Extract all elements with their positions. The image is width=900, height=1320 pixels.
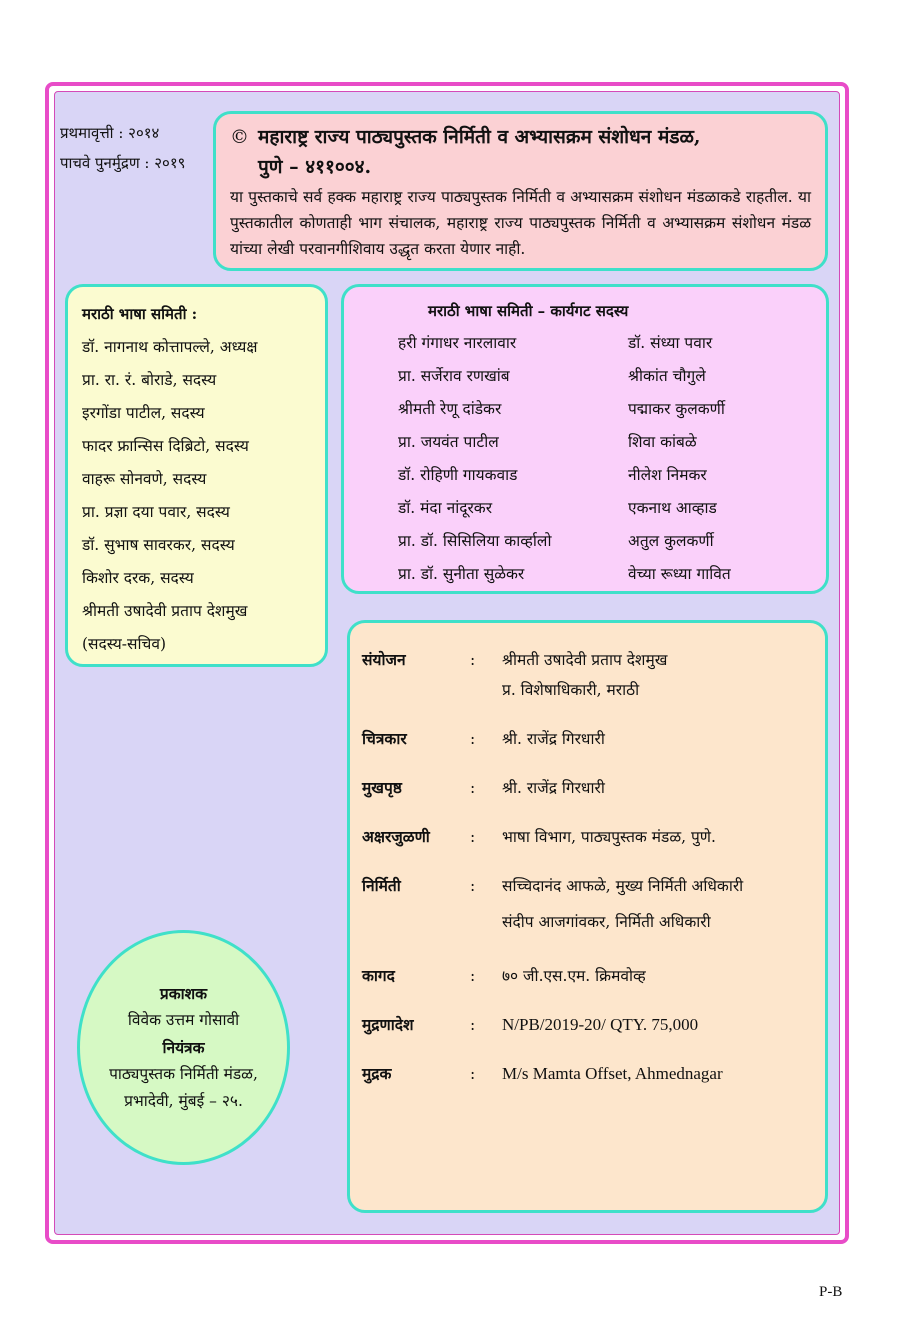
credit-colon: :: [470, 1016, 476, 1034]
credit-colon: :: [470, 967, 476, 985]
publisher-circle: [77, 930, 290, 1165]
karyagat-member: वेच्या रूध्या गावित: [628, 565, 731, 583]
marathi-samiti-title: मराठी भाषा समिती :: [82, 305, 198, 323]
copyright-org-line1: महाराष्ट्र राज्य पाठ्यपुस्तक निर्मिती व अभ्यासक्रम संशोधन मंडळ,: [258, 126, 701, 148]
credit-label: मुद्रक: [362, 1064, 392, 1083]
credit-label: मुद्रणादेश: [362, 1015, 414, 1034]
fifth-reprint: पाचवे पुनर्मुद्रण : २०१९: [60, 154, 186, 172]
samiti-member: प्रा. प्रज्ञा दया पवार, सदस्य: [82, 503, 230, 521]
samiti-member: किशोर दरक, सदस्य: [82, 569, 194, 587]
credit-label: संयोजन: [362, 650, 406, 669]
karyagat-member: एकनाथ आव्हाड: [628, 499, 717, 517]
copyright-org-line2: पुणे – ४११००४.: [258, 156, 372, 178]
credit-value-line: भाषा विभाग, पाठ्यपुस्तक मंडळ, पुणे.: [502, 828, 716, 846]
credit-value: [502, 871, 822, 937]
credits-box: [347, 620, 828, 1213]
credit-value: [502, 822, 822, 852]
page-number: P-B: [819, 1284, 843, 1300]
credit-value: [502, 645, 822, 705]
samiti-member: इरगोंडा पाटील, सदस्य: [82, 404, 205, 422]
credit-colon: :: [470, 877, 476, 895]
credit-row-mudranadesh: [362, 1010, 813, 1040]
credit-value: [502, 724, 822, 754]
credit-value-line: ७० जी.एस.एम. क्रिमवोव्ह: [502, 967, 646, 985]
karyagat-member: डॉ. संध्या पवार: [628, 334, 713, 352]
karyagat-member: श्रीकांत चौगुले: [628, 367, 706, 385]
credit-row-nirmiti: [362, 871, 813, 937]
credit-value-line: N/PB/2019-20/ QTY. 75,000: [502, 1015, 699, 1034]
credit-value: [502, 1010, 822, 1040]
samiti-member: वाहरू सोनवणे, सदस्य: [82, 470, 207, 488]
karyagat-member: प्रा. डॉ. सुनीता सुळेकर: [398, 565, 525, 583]
credit-row-kagad: [362, 961, 813, 991]
karyagat-member: प्रा. जयवंत पाटील: [398, 433, 499, 451]
credit-label: निर्मिती: [362, 876, 401, 895]
credit-colon: :: [470, 1065, 476, 1083]
karyagat-member: श्रीमती रेणू दांडेकर: [398, 400, 502, 418]
karyagat-member: हरी गंगाधर नारलावार: [398, 334, 517, 352]
copyright-notice: या पुस्तकाचे सर्व हक्क महाराष्ट्र राज्य पाठ्यपुस्तक निर्मिती व अभ्यासक्रम संशोधन मंडळाकडे राहतील. या पुस्तकातील कोणताही भाग संचालक, महाराष्ट्र राज्य पाठ्यपुस्तक निर्मिती व अभ्यासक्रम संशोधन मंडळ यांच्या लेखी परवानगीशिवाय उद्धृत करता येणार नाही.: [230, 188, 811, 258]
edition-info: [60, 118, 185, 178]
karyagat-member: शिवा कांबळे: [628, 433, 697, 451]
credit-value-line: श्री. राजेंद्र गिरधारी: [502, 779, 605, 797]
publisher-name: विवेक उत्तम गोसावी: [127, 1011, 240, 1029]
controller-line1: पाठ्यपुस्तक निर्मिती मंडळ,: [109, 1065, 258, 1083]
copyright-symbol: ©: [230, 126, 249, 148]
karyagat-member: अतुल कुलकर्णी: [628, 532, 714, 550]
credit-label: चित्रकार: [362, 729, 407, 748]
credit-value-line: श्री. राजेंद्र गिरधारी: [502, 730, 605, 748]
credit-value: [502, 961, 822, 991]
copyright-heading: [230, 122, 811, 182]
credit-colon: :: [470, 730, 476, 748]
credit-colon: :: [470, 779, 476, 797]
controller-line2: प्रभादेवी, मुंबई – २५.: [124, 1092, 243, 1110]
credit-label: अक्षरजुळणी: [362, 827, 430, 846]
karyagat-member: नीलेश निमकर: [628, 466, 707, 484]
samiti-member: (सदस्य-सचिव): [82, 635, 167, 653]
credit-row-aksharjulani: [362, 822, 813, 852]
credit-row-mudrak: [362, 1059, 813, 1089]
karyagat-box: [341, 284, 829, 594]
copyright-box: [213, 111, 828, 271]
credit-value-line: संदीप आजगांवकर, निर्मिती अधिकारी: [502, 913, 711, 931]
credit-value-line: सच्चिदानंद आफळे, मुख्य निर्मिती अधिकारी: [502, 877, 744, 895]
credit-colon: :: [470, 828, 476, 846]
samiti-member: प्रा. रा. रं. बोराडे, सदस्य: [82, 371, 217, 389]
karyagat-member: डॉ. रोहिणी गायकवाड: [398, 466, 518, 484]
samiti-member: फादर फ्रान्सिस दिब्रिटो, सदस्य: [82, 437, 249, 455]
samiti-member: डॉ. नागनाथ कोत्तापल्ले, अध्यक्ष: [82, 338, 258, 356]
credit-value-line: श्रीमती उषादेवी प्रताप देशमुख: [502, 651, 668, 669]
first-edition: प्रथमावृत्ती : २०१४: [60, 124, 160, 142]
samiti-member: श्रीमती उषादेवी प्रताप देशमुख: [82, 602, 248, 620]
credit-label: मुखपृष्ठ: [362, 778, 402, 797]
karyagat-member: डॉ. मंदा नांदूरकर: [398, 499, 493, 517]
credit-value: [502, 773, 822, 803]
samiti-member: डॉ. सुभाष सावरकर, सदस्य: [82, 536, 235, 554]
publisher-title: प्रकाशक: [159, 984, 208, 1003]
karyagat-title: मराठी भाषा समिती – कार्यगट सदस्य: [428, 302, 629, 320]
credit-value-line: प्र. विशेषाधिकारी, मराठी: [502, 681, 640, 699]
credit-row-sanyojan: [362, 645, 813, 705]
credit-value: [502, 1059, 822, 1089]
karyagat-list: [398, 327, 812, 591]
karyagat-member: प्रा. डॉ. सिसिलिया कार्व्हालो: [398, 532, 552, 550]
karyagat-member: प्रा. सर्जेराव रणखांब: [398, 367, 510, 385]
credit-row-chitrakar: [362, 724, 813, 754]
karyagat-member: पद्माकर कुलकर्णी: [628, 400, 725, 418]
controller-title: नियंत्रक: [162, 1038, 205, 1057]
marathi-samiti-list: [82, 331, 311, 661]
credit-colon: :: [470, 651, 476, 669]
credit-row-mukhprushtha: [362, 773, 813, 803]
credit-label: कागद: [362, 966, 395, 985]
credit-value-line: M/s Mamta Offset, Ahmednagar: [502, 1064, 723, 1083]
marathi-samiti-box: [65, 284, 328, 667]
